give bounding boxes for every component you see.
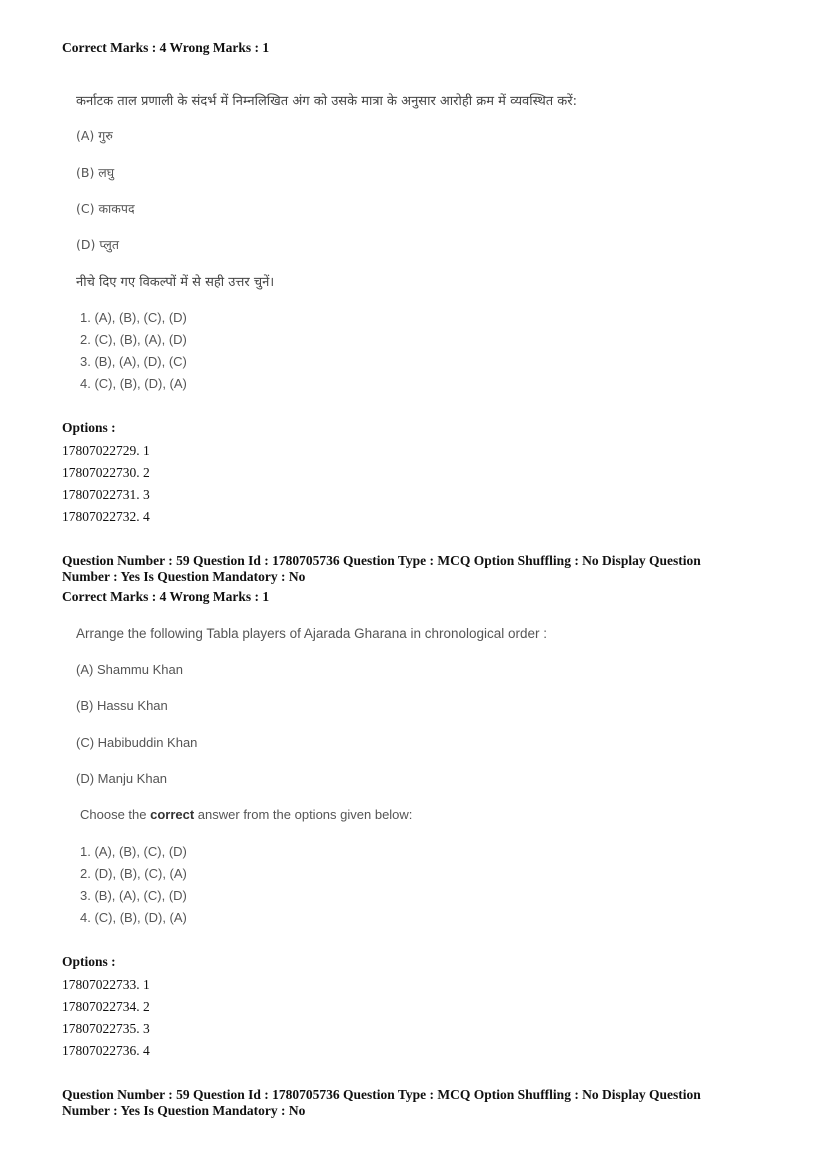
q58-instruction: नीचे दिए गए विकल्पों में से सही उत्तर चुनें। xyxy=(76,275,275,290)
q58-marks: Correct Marks : 4 Wrong Marks : 1 xyxy=(62,40,270,55)
q58-answer-3: 3. (B), (A), (D), (C) xyxy=(80,354,187,369)
q58-item-d: (D) प्लुत xyxy=(76,237,120,252)
q58-option-1: 17807022729. 1 xyxy=(62,443,150,458)
q59-options-title: Options : xyxy=(62,954,116,969)
q59-instruction-post: answer from the options given below: xyxy=(194,807,413,822)
q59-option-4: 17807022736. 4 xyxy=(62,1043,150,1058)
q59-marks: Correct Marks : 4 Wrong Marks : 1 xyxy=(62,589,270,604)
q58-option-3: 17807022731. 3 xyxy=(62,487,150,502)
q58-options-title: Options : xyxy=(62,420,116,435)
q59-header-line1: Question Number : 59 Question Id : 1780705736 Question Type : MCQ Option Shuffling : No Display Question xyxy=(62,553,701,568)
q59-question-text: Arrange the following Tabla players of Ajarada Gharana in chronological order : xyxy=(76,626,548,641)
q58-option-4: 17807022732. 4 xyxy=(62,509,150,524)
q59-instruction xyxy=(80,807,412,822)
q59-item-d: (D) Manju Khan xyxy=(76,771,168,786)
q58-question-text: कर्नाटक ताल प्रणाली के संदर्भ में निम्नलिखित अंग को उसके मात्रा के अनुसार आरोही क्रम में व्यवस्थित करें: xyxy=(76,94,577,109)
q59-item-b: (B) Hassu Khan xyxy=(76,698,168,713)
q58-item-a: (A) गुरु xyxy=(76,128,113,143)
q59-option-3: 17807022735. 3 xyxy=(62,1021,150,1036)
q59-instruction-pre: Choose the xyxy=(80,807,151,822)
q58-answer-4: 4. (C), (B), (D), (A) xyxy=(80,376,187,391)
q59-answer-4: 4. (C), (B), (D), (A) xyxy=(80,910,187,925)
q58-item-b: (B) लघु xyxy=(76,165,115,180)
q58-answer-2: 2. (C), (B), (A), (D) xyxy=(80,332,187,347)
q59-answer-2: 2. (D), (B), (C), (A) xyxy=(80,866,187,881)
q59-option-1: 17807022733. 1 xyxy=(62,977,150,992)
q59-item-a: (A) Shammu Khan xyxy=(76,662,183,677)
q59-repeat-header-line1: Question Number : 59 Question Id : 1780705736 Question Type : MCQ Option Shuffling : No Display Question xyxy=(62,1087,701,1102)
q59-header-line2: Number : Yes Is Question Mandatory : No xyxy=(62,569,306,584)
q58-option-2: 17807022730. 2 xyxy=(62,465,150,480)
q58-item-c: (C) काकपद xyxy=(76,201,135,216)
q59-answer-3: 3. (B), (A), (C), (D) xyxy=(80,888,187,903)
q59-answer-1: 1. (A), (B), (C), (D) xyxy=(80,844,187,859)
q59-item-c: (C) Habibuddin Khan xyxy=(76,735,198,750)
q59-instruction-bold: correct xyxy=(150,807,195,822)
q58-answer-1: 1. (A), (B), (C), (D) xyxy=(80,310,187,325)
q59-option-2: 17807022734. 2 xyxy=(62,999,150,1014)
q59-repeat-header-line2: Number : Yes Is Question Mandatory : No xyxy=(62,1103,306,1118)
